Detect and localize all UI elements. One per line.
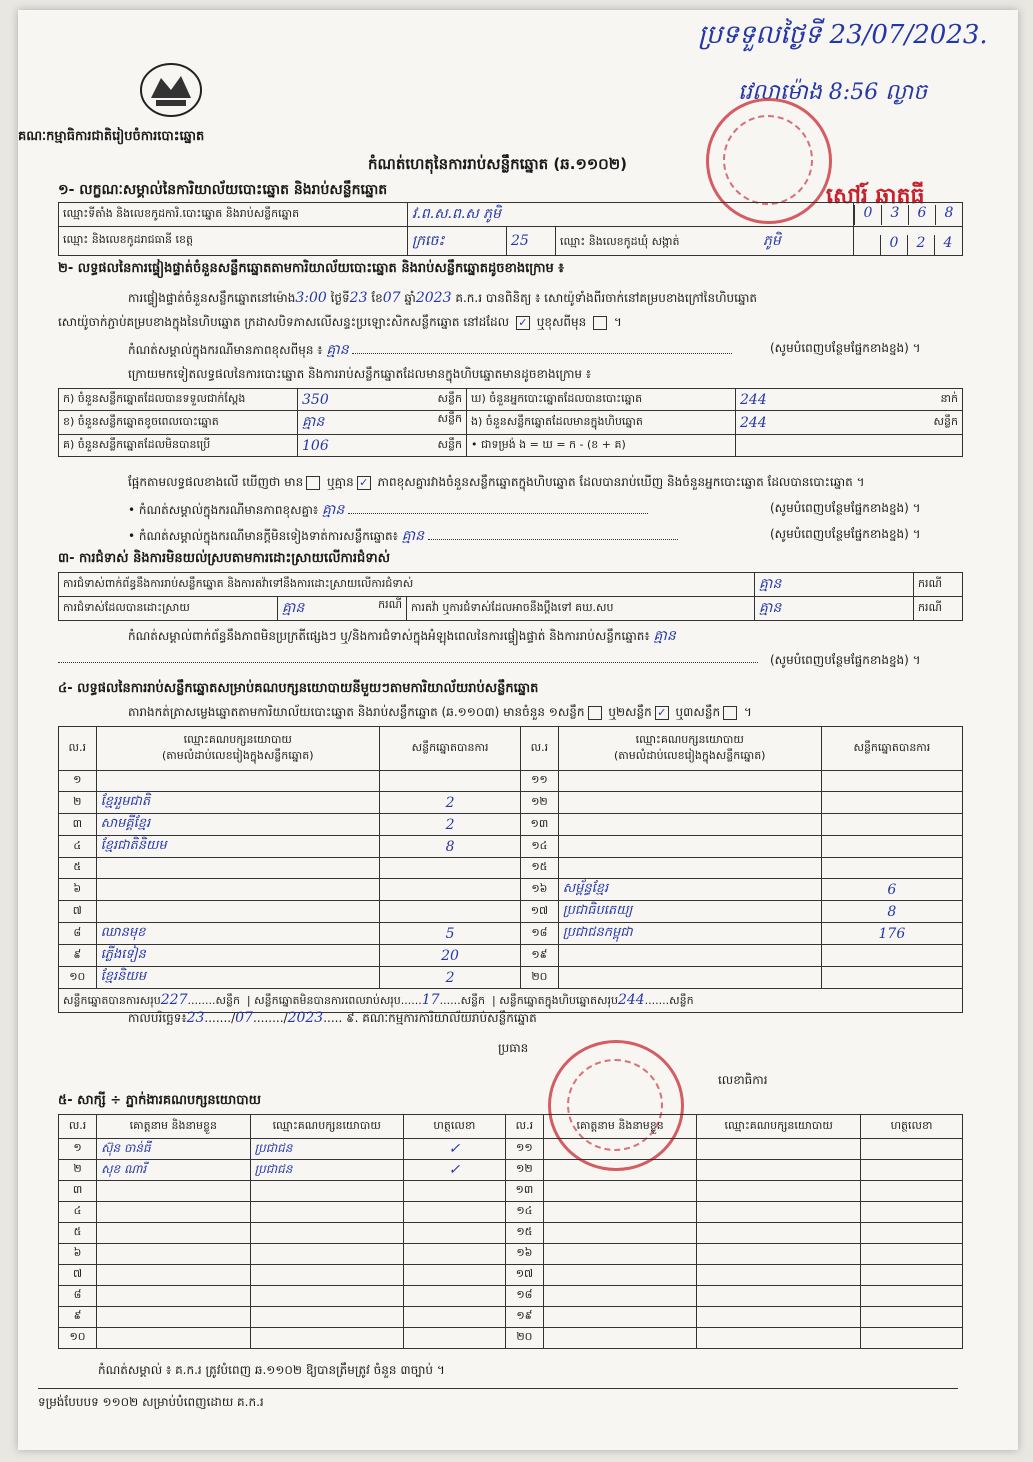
result-right-label: • ជាទម្រង់ ង = ឃ = ក - (ខ + គ) <box>467 435 736 457</box>
witness-party: ប្រជាជន <box>250 1160 403 1181</box>
province-code: 25 <box>511 233 529 249</box>
appeal-unit: ករណី <box>914 597 963 621</box>
result-left-value: គ្មាន សន្លឹក <box>298 411 467 435</box>
row-no: ១៧ <box>505 1265 543 1286</box>
result-right-label: ឃ) ចំនួនអ្នកបោះឆ្នោតដែលបានបោះឆ្នោត <box>467 389 736 411</box>
row-no: ២ <box>59 792 97 814</box>
result-left-value: 106 សន្លឹក <box>298 435 467 457</box>
party-votes <box>821 945 962 967</box>
witness-name <box>543 1181 696 1202</box>
objection-unit: ករណី <box>914 573 963 597</box>
row-no: ១៩ <box>505 1307 543 1328</box>
verify-day: 23 <box>349 290 368 306</box>
resolved-label: ការជំទាស់ដែលបានដោះស្រាយ <box>59 597 278 621</box>
commune-value: ភូមិ <box>763 232 781 249</box>
section1-table <box>58 202 963 256</box>
change-note-value: គ្មាន <box>326 342 349 358</box>
totals-row: សន្លឹកឆ្នោតបានការសរុប227........សន្លឹក | សន្លឹកឆ្នោតមិនបានការពេលរាប់សរុប......17......សន្លឹក | សន្លឹកឆ្នោតក្នុងហិបឆ្នោតសរុប244.......សន្លឹក <box>59 989 963 1013</box>
date-year: 2023 <box>287 1010 324 1026</box>
witness-name <box>543 1286 696 1307</box>
witness-name <box>97 1223 250 1244</box>
row-no: ៧ <box>59 1265 97 1286</box>
results-table <box>58 388 963 457</box>
row-no: ៣ <box>59 814 97 836</box>
irregularity-value: គ្មាន <box>653 628 676 644</box>
section2-heading: ២- លទ្ធផលនៃការផ្ទៀងផ្ទាត់ចំនួនសន្លឹកឆ្នោតតាមការិយាល័យបោះឆ្នោត និងរាប់សន្លឹកឆ្នោតដូចខាងក្រោម ៖ <box>58 261 564 276</box>
chair-label: ប្រធាន <box>498 1041 529 1055</box>
witness-table <box>58 1114 963 1349</box>
party-name: សាមគ្គីខ្មែរ <box>96 814 379 836</box>
col-sign: ហត្ថលេខា <box>861 1115 963 1139</box>
verify-line1: ការផ្ទៀងផ្ទាត់ចំនួនសន្លឹកឆ្នោតនៅម៉ោង3:00 ថ្ងៃទី23 ខែ07 ឆ្នាំ2023 គ.ក.រ បានពិនិត្យ ៖ សោយ៉ូទាំងពីរចាក់នៅគម្របខាងក្រៅនៃហិបឆ្នោត <box>128 290 757 306</box>
col-votes: សន្លឹកឆ្នោតបានការ <box>821 727 962 771</box>
fill-hint-3: (សូមបំពេញបន្ថែមផ្នែកខាងខ្នង) ។ <box>770 527 921 541</box>
location-value: វ.ព.ស.ព.ស ភូមិ <box>412 206 501 222</box>
committee-name: គណៈកម្មាធិការជាតិរៀបចំការបោះឆ្នោត <box>18 129 205 144</box>
row-no: ៦ <box>59 879 97 901</box>
result-left-value: 350 សន្លឹក <box>298 389 467 411</box>
party-votes <box>379 858 520 879</box>
code-digit: 0 <box>854 205 881 225</box>
witness-signature: ✓ <box>403 1139 505 1160</box>
witness-party <box>250 1286 403 1307</box>
party-name <box>558 771 821 792</box>
three-sheet-checkbox[interactable] <box>723 706 737 720</box>
row-no: ២ <box>59 1160 97 1181</box>
row-no: ១៩ <box>521 945 559 967</box>
witness-signature <box>403 1181 505 1202</box>
row-no: ១៤ <box>521 836 559 858</box>
row-no: ១៣ <box>505 1181 543 1202</box>
witness-name <box>543 1202 696 1223</box>
appeal-value: គ្មាន <box>759 600 782 616</box>
witness-party <box>697 1307 861 1328</box>
party-name: ប្រជាជនកម្ពុជា <box>558 923 821 945</box>
nec-emblem-icon <box>136 60 206 120</box>
col-party: ឈ្មោះគណបក្សនយោបាយ (តាមលំដាប់លេខរៀងក្នុងសន្លឹកឆ្នោត) <box>96 727 379 771</box>
party-row <box>59 792 963 814</box>
witness-party <box>250 1223 403 1244</box>
result-right-value: 244 សន្លឹក <box>736 411 963 435</box>
row-no: ៨ <box>59 923 97 945</box>
diff-no-checkbox[interactable]: ✓ <box>357 476 371 490</box>
stamp-name: សៅរ៍ ឆាតធី <box>826 184 925 209</box>
total-invalid: 17 <box>421 991 440 1008</box>
one-sheet-checkbox[interactable] <box>588 706 602 720</box>
verify-year: 2023 <box>415 290 452 306</box>
party-votes <box>379 879 520 901</box>
party-votes <box>821 792 962 814</box>
diff-yes-checkbox[interactable] <box>306 476 320 490</box>
verify-time: 3:00 <box>295 290 327 306</box>
date-day: 23 <box>186 1010 205 1026</box>
party-row <box>59 901 963 923</box>
section5-heading: ៥- សាក្សី ÷ ភ្នាក់ងារគណបក្សនយោបាយ <box>58 1093 261 1108</box>
col-no: ល.រ <box>59 727 97 771</box>
witness-name <box>543 1160 696 1181</box>
witness-name <box>97 1307 250 1328</box>
party-name: ឈានមុខ <box>96 923 379 945</box>
witness-signature <box>861 1286 963 1307</box>
col-party: ឈ្មោះគណបក្សនយោបាយ (តាមលំដាប់លេខរៀងក្នុងសន្លឹកឆ្នោត) <box>558 727 821 771</box>
code-digit: 0 <box>880 235 907 255</box>
change-note: កំណត់សម្គាល់ក្នុងករណីមានភាពខុសពីមុន ៖ គ្មាន <box>128 340 732 361</box>
row-no: ១៨ <box>505 1286 543 1307</box>
changed-checkbox[interactable] <box>593 316 607 330</box>
row-no: ១៣ <box>521 814 559 836</box>
row-no: ១៥ <box>505 1223 543 1244</box>
ballot-count-form <box>18 10 1018 1450</box>
commune-label: ឈ្មោះ និងលេខកូដឃុំ សង្កាត់ <box>560 234 680 248</box>
tally-sheet-line: តារាងកត់ត្រាសម្លេងឆ្នោតតាមការិយាល័យបោះឆ្នោត និងរាប់សន្លឹកឆ្នោត (ឆ.១១០៣) មានចំនួន ១សន្លឹក ឬ២សន្លឹក ✓ ឬ៣សន្លឹក ។ <box>128 705 752 719</box>
result-right-label: ង) ចំនួនសន្លឹកឆ្នោតដែលមានក្នុងហិបឆ្នោត <box>467 411 736 435</box>
two-sheet-checkbox[interactable]: ✓ <box>655 706 669 720</box>
unchanged-checkbox[interactable]: ✓ <box>516 316 530 330</box>
party-name <box>558 858 821 879</box>
party-votes: 6 <box>821 879 962 901</box>
result-left-label: ក) ចំនួនសន្លឹកឆ្នោតដែលបានទទួលជាក់ស្តែង <box>59 389 298 411</box>
row-no: ២០ <box>521 967 559 989</box>
row-no: ៨ <box>59 1286 97 1307</box>
witness-signature <box>861 1244 963 1265</box>
party-name: ខ្មែរនិយម <box>96 967 379 989</box>
result-row <box>59 435 963 457</box>
location-code <box>854 203 963 227</box>
appeal-label: ការតវ៉ា ឬការជំទាស់ដែលអាចនឹងប្តឹងទៅ គឃ.សប <box>407 597 755 621</box>
party-votes: 176 <box>821 923 962 945</box>
result-row <box>59 411 963 435</box>
row-no: ១១ <box>505 1139 543 1160</box>
row-no: ១៨ <box>521 923 559 945</box>
col-no: ល.រ <box>59 1115 97 1139</box>
witness-signature <box>403 1286 505 1307</box>
witness-row <box>59 1244 963 1265</box>
party-votes: 5 <box>379 923 520 945</box>
witness-party <box>250 1202 403 1223</box>
party-votes <box>379 771 520 792</box>
result-right-value: 244 នាក់ <box>736 389 963 411</box>
row-no: ១២ <box>505 1160 543 1181</box>
irregularity-note: កំណត់សម្គាល់ពាក់ព័ន្ធនឹងភាពមិនប្រក្រតីផ្សេងៗ ឬ/និងការជំទាស់ក្នុងអំឡុងពេលនៃការផ្ទៀងផ្ទាត់ និងការរាប់សន្លឹកឆ្នោត៖ គ្មាន <box>128 628 676 644</box>
code-digit: 2 <box>907 235 934 255</box>
witness-party <box>250 1265 403 1286</box>
row-no: ៤ <box>59 1202 97 1223</box>
party-votes: 20 <box>379 945 520 967</box>
witness-name: ស៊ុន ចាន់ធី <box>97 1139 250 1160</box>
witness-party <box>697 1139 861 1160</box>
witness-row <box>59 1265 963 1286</box>
row-no: ៦ <box>59 1244 97 1265</box>
result-left-label: ខ) ចំនួនសន្លឹកឆ្នោតខូចពេលបោះឆ្នោត <box>59 411 298 435</box>
witness-party <box>697 1328 861 1349</box>
party-row <box>59 836 963 858</box>
code-digit: 8 <box>935 205 962 225</box>
witness-row <box>59 1181 963 1202</box>
party-name <box>96 858 379 879</box>
row-no: ៥ <box>59 1223 97 1244</box>
objection-table: ការជំទាស់ពាក់ព័ន្ធនឹងការរាប់សន្លឹកឆ្នោត និងការតវ៉ាទៅនឹងការដោះស្រាយលើការជំទាស់ គ្មាន ករណី ការជំទាស់ដែលបានដោះស្រាយ គ្មាន ករណី ការតវ៉ា ឬការជំទាស់ដែលអាចនឹងប្តឹងទៅ គឃ.សប គ្មាន ករណី <box>58 572 963 621</box>
col-no: ល.រ <box>521 727 559 771</box>
witness-signature <box>861 1202 963 1223</box>
province-label: ឈ្មោះ និងលេខកូដរាជធានី ខេត្ត <box>59 227 408 256</box>
witness-signature <box>861 1307 963 1328</box>
witness-signature <box>403 1307 505 1328</box>
witness-signature <box>403 1265 505 1286</box>
secretary-label: លេខាធិការ <box>718 1073 768 1087</box>
witness-party <box>697 1286 861 1307</box>
party-name: ប្រជាធិបតេយ្យ <box>558 901 821 923</box>
witness-party: ប្រជាជន <box>250 1139 403 1160</box>
witness-party <box>697 1223 861 1244</box>
row-no: ១២ <box>521 792 559 814</box>
witness-signature <box>861 1160 963 1181</box>
witness-name <box>543 1307 696 1328</box>
bullet1-value: គ្មាន <box>322 502 345 518</box>
witness-row <box>59 1139 963 1160</box>
code-digit: 4 <box>934 235 961 255</box>
party-name <box>558 814 821 836</box>
result-right-value <box>736 435 963 457</box>
witness-signature <box>403 1202 505 1223</box>
section3-heading: ៣- ការជំទាស់ និងការមិនយល់ស្របតាមការដោះស្រាយលើការជំទាស់ <box>58 551 390 566</box>
verify-line2: សោយ៉ូចាក់ភ្ជាប់គម្របខាងក្នុងនៃហិបឆ្នោត ក្រដាសបិទភាសលើសន្ទះប្រឡោះសិកសន្លឹកឆ្នោត នៅដដែល ✓ ឬខុសពីមុន ។ <box>58 315 622 329</box>
witness-name <box>97 1286 250 1307</box>
total-box: 244 <box>617 991 645 1008</box>
party-name: ខ្មែររួមជាតិ <box>96 792 379 814</box>
fill-hint-2: (សូមបំពេញបន្ថែមផ្នែកខាងខ្នង) ។ <box>770 501 921 515</box>
row-no: ២០ <box>505 1328 543 1349</box>
row-no: ១ <box>59 1139 97 1160</box>
witness-signature: ✓ <box>403 1160 505 1181</box>
party-name <box>558 945 821 967</box>
witness-name <box>543 1328 696 1349</box>
party-votes <box>821 814 962 836</box>
party-row <box>59 879 963 901</box>
row-no: ១៧ <box>521 901 559 923</box>
witness-party <box>250 1328 403 1349</box>
objection-label: ការជំទាស់ពាក់ព័ន្ធនឹងការរាប់សន្លឹកឆ្នោត និងការតវ៉ាទៅនឹងការដោះស្រាយលើការជំទាស់ <box>59 573 755 597</box>
party-row <box>59 858 963 879</box>
party-name <box>558 967 821 989</box>
witness-name <box>97 1328 250 1349</box>
witness-party <box>697 1160 861 1181</box>
party-votes <box>379 901 520 923</box>
witness-party <box>697 1244 861 1265</box>
witness-name: សុខ ណារី <box>97 1160 250 1181</box>
col-name: គោត្តនាម និងនាមខ្លួន <box>97 1115 250 1139</box>
row-no: ៥ <box>59 858 97 879</box>
col-party: ឈ្មោះគណបក្សនយោបាយ <box>250 1115 403 1139</box>
witness-party <box>697 1181 861 1202</box>
result-row <box>59 389 963 411</box>
witness-name <box>543 1265 696 1286</box>
form-title: កំណត់ហេតុនៃការរាប់សន្លឹកឆ្នោត (ឆ.១១០២) <box>368 155 628 173</box>
bullet2: • កំណត់សម្គាល់ក្នុងករណីមានក្តីមិនទៀងទាត់ការសន្លឹកឆ្នោត៖ គ្មាន <box>128 526 678 547</box>
party-votes: 2 <box>379 814 520 836</box>
footnote: កំណត់សម្គាល់ ៖ គ.ក.រ ត្រូវបំពេញ ឆ.១១០២ ឱ្យបានត្រឹមត្រូវ ចំនួន ៣ច្បាប់ ។ <box>98 1363 445 1377</box>
witness-name <box>97 1202 250 1223</box>
witness-name <box>97 1265 250 1286</box>
col-sign: ហត្ថលេខា <box>403 1115 505 1139</box>
received-date-note: ប្រទទួលថ្ងៃទី 23/07/2023. <box>698 20 988 50</box>
bullet1: • កំណត់សម្គាល់ក្នុងករណីមានភាពខុសគ្នា៖ គ្មាន <box>128 500 648 521</box>
witness-signature <box>403 1328 505 1349</box>
party-name <box>96 901 379 923</box>
result-left-label: គ) ចំនួនសន្លឹកឆ្នោតដែលមិនបានប្រើ <box>59 435 298 457</box>
party-votes <box>821 771 962 792</box>
col-votes: សន្លឹកឆ្នោតបានការ <box>379 727 520 771</box>
col-party: ឈ្មោះគណបក្សនយោបាយ <box>697 1115 861 1139</box>
match-line: ផ្អែកតាមលទ្ធផលខាងលើ ឃើញថា មាន ឬគ្មាន ✓ ភាពខុសគ្នារវាងចំនួនសន្លឹកឆ្នោតក្នុងហិបឆ្នោត ដែលបានរាប់ឃើញ និងចំនួនអ្នកបោះឆ្នោត ដែលបានបោះឆ្នោត ។ <box>128 475 865 489</box>
date-line: កាលបរិច្ឆេទ៖23......./07......../2023..... ៩. គណៈកម្មការការិយាល័យរាប់សន្លឹកឆ្នោត <box>128 1010 537 1026</box>
col-no: ល.រ <box>505 1115 543 1139</box>
party-row <box>59 771 963 792</box>
party-row <box>59 923 963 945</box>
party-name: ខ្មែរជាតិនិយម <box>96 836 379 858</box>
col-name: គោត្តនាម និងនាមខ្លួន <box>543 1115 696 1139</box>
row-no: ១១ <box>521 771 559 792</box>
witness-row <box>59 1223 963 1244</box>
party-votes <box>821 858 962 879</box>
row-no: ៧ <box>59 901 97 923</box>
witness-signature <box>861 1223 963 1244</box>
objection-value: គ្មាន <box>759 576 782 592</box>
witness-signature <box>861 1181 963 1202</box>
witness-party <box>697 1202 861 1223</box>
irregularity-dots <box>58 652 758 666</box>
witness-party <box>250 1244 403 1265</box>
party-name <box>96 771 379 792</box>
witness-row <box>59 1286 963 1307</box>
witness-party <box>697 1265 861 1286</box>
witness-name <box>97 1244 250 1265</box>
row-no: ១៦ <box>521 879 559 901</box>
witness-name <box>97 1181 250 1202</box>
row-no: ១ <box>59 771 97 792</box>
bullet2-value: គ្មាន <box>401 528 424 544</box>
party-name <box>96 879 379 901</box>
witness-row <box>59 1307 963 1328</box>
resolved-value: គ្មាន <box>282 600 305 616</box>
witness-signature <box>861 1265 963 1286</box>
witness-row <box>59 1202 963 1223</box>
witness-signature <box>861 1328 963 1349</box>
form-footer: ទម្រង់បែបបទ ១១០២ សម្រាប់បំពេញដោយ គ.ក.រ <box>38 1395 264 1409</box>
party-votes: 2 <box>379 967 520 989</box>
party-votes <box>821 836 962 858</box>
row-no: ១០ <box>59 967 97 989</box>
party-name <box>558 836 821 858</box>
witness-signature <box>403 1223 505 1244</box>
party-row <box>59 814 963 836</box>
party-votes: 8 <box>379 836 520 858</box>
results-intro: ក្រោយមកទៀតលទ្ធផលនៃការបោះឆ្នោត និងការរាប់សន្លឹកឆ្នោតដែលមានក្នុងហិបឆ្នោតមានដូចខាងក្រោម ៖ <box>128 367 592 381</box>
received-time-note: វេលាម៉ោង 8:56 ល្ងាច <box>738 80 928 105</box>
witness-party <box>250 1181 403 1202</box>
row-no: ១០ <box>59 1328 97 1349</box>
date-month: 07 <box>235 1010 253 1026</box>
party-results-table <box>58 726 963 1013</box>
party-row <box>59 967 963 989</box>
total-valid: 227 <box>160 991 188 1008</box>
verify-month: 07 <box>382 290 401 306</box>
location-label: ឈ្មោះទីតាំង និងលេខកូដការិ.បោះឆ្នោត និងរាប់សន្លឹកឆ្នោត <box>59 203 408 227</box>
party-votes: 8 <box>821 901 962 923</box>
witness-signature <box>403 1244 505 1265</box>
party-name: ភ្លើងទៀន <box>96 945 379 967</box>
witness-name <box>543 1244 696 1265</box>
province-value: ក្រចេះ <box>412 232 445 249</box>
party-name <box>558 792 821 814</box>
footer-divider <box>38 1388 958 1389</box>
code-digit: 3 <box>881 205 908 225</box>
section1-heading: ១- លក្ខណៈសម្គាល់នៃការិយាល័យបោះឆ្នោត និងរាប់សន្លឹកឆ្នោត <box>58 182 388 198</box>
witness-name <box>543 1139 696 1160</box>
witness-row <box>59 1328 963 1349</box>
row-no: ៤ <box>59 836 97 858</box>
witness-signature <box>861 1139 963 1160</box>
fill-hint-4: (សូមបំពេញបន្ថែមផ្នែកខាងខ្នង) ។ <box>770 653 921 667</box>
witness-party <box>250 1307 403 1328</box>
witness-row <box>59 1160 963 1181</box>
row-no: ១៦ <box>505 1244 543 1265</box>
row-no: ៩ <box>59 945 97 967</box>
section4-heading: ៤- លទ្ធផលនៃការរាប់សន្លឹកឆ្នោតសម្រាប់គណបក្សនយោបាយនីមួយៗតាមការិយាល័យរាប់សន្លឹកឆ្នោត <box>58 681 539 696</box>
fill-hint-1: (សូមបំពេញបន្ថែមផ្នែកខាងខ្នង) ។ <box>770 341 921 355</box>
party-row <box>59 945 963 967</box>
row-no: ១៤ <box>505 1202 543 1223</box>
party-votes: 2 <box>379 792 520 814</box>
row-no: ១៥ <box>521 858 559 879</box>
party-name: សម្ព័ន្ធខ្មែរ <box>558 879 821 901</box>
code-digit: 6 <box>908 205 935 225</box>
witness-name <box>543 1223 696 1244</box>
commune-code <box>854 227 963 256</box>
row-no: ៩ <box>59 1307 97 1328</box>
party-votes <box>821 967 962 989</box>
row-no: ៣ <box>59 1181 97 1202</box>
